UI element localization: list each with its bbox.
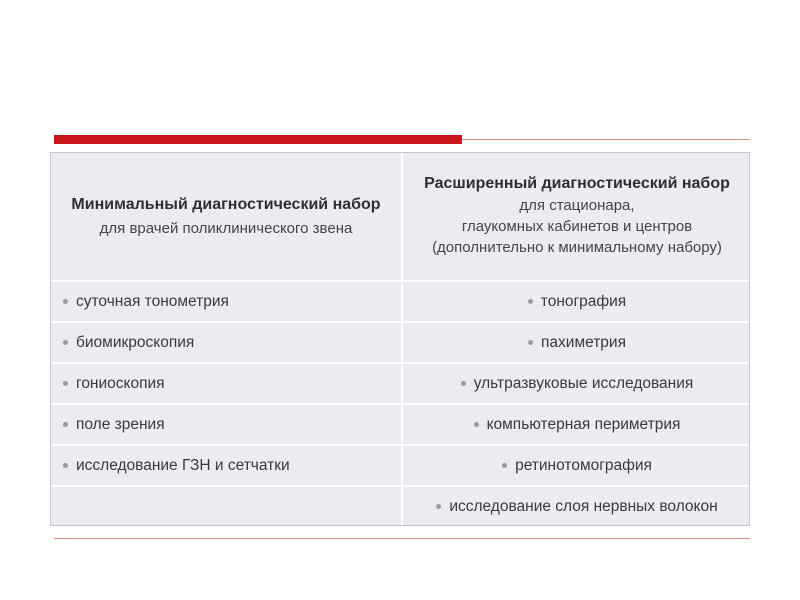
table-row [51, 444, 749, 485]
extended-item: пахиметрия [541, 333, 626, 351]
table-header [51, 153, 749, 280]
table-row [51, 321, 749, 362]
extended-cell [403, 446, 751, 485]
extended-item: исследование слоя нервных волокон [449, 497, 718, 515]
top-rule [462, 139, 750, 140]
table-row [51, 485, 749, 526]
header-minimal-title: Минимальный диагностический набор [71, 196, 381, 213]
minimal-item: биомикроскопия [76, 333, 195, 351]
header-minimal-subtitle: для врачей поликлинического звена [99, 220, 353, 237]
header-extended-subtitle-line: для стационара, [519, 197, 635, 214]
bullet-icon [528, 340, 533, 345]
header-extended-subtitle-line: (дополнительно к минимальному набору) [432, 239, 722, 256]
bottom-rule [54, 538, 750, 539]
extended-item: ультразвуковые исследования [473, 374, 694, 392]
header-minimal [51, 153, 401, 280]
minimal-item: поле зрения [76, 415, 165, 433]
minimal-cell-empty [51, 487, 401, 526]
minimal-item: суточная тонометрия [76, 292, 229, 310]
minimal-item: гониоскопия [76, 374, 165, 392]
accent-bar [54, 135, 462, 144]
bullet-icon [63, 422, 68, 427]
extended-cell [403, 405, 751, 444]
extended-item: ретинотомография [515, 456, 652, 474]
bullet-icon [63, 340, 68, 345]
extended-item: тонография [540, 292, 627, 310]
bullet-icon [63, 463, 68, 468]
extended-cell [403, 487, 751, 526]
header-extended-title: Расширенный диагностический набор [424, 175, 730, 192]
bullet-icon [474, 422, 479, 427]
diagnostic-table [50, 152, 750, 526]
table-row [51, 403, 749, 444]
bullet-icon [528, 299, 533, 304]
extended-item: компьютерная периметрия [486, 415, 681, 433]
bullet-icon [502, 463, 507, 468]
extended-cell [403, 282, 751, 321]
bullet-icon [436, 504, 441, 509]
bullet-icon [461, 381, 466, 386]
minimal-cell [51, 282, 401, 321]
bullet-icon [63, 299, 68, 304]
header-extended-subtitle-line: глаукомных кабинетов и центров [461, 218, 693, 235]
extended-cell [403, 323, 751, 362]
minimal-cell [51, 446, 401, 485]
table-row [51, 280, 749, 321]
table-row [51, 362, 749, 403]
minimal-item: исследование ГЗН и сетчатки [76, 456, 290, 474]
header-extended [403, 153, 751, 280]
minimal-cell [51, 405, 401, 444]
minimal-cell [51, 364, 401, 403]
extended-cell [403, 364, 751, 403]
bullet-icon [63, 381, 68, 386]
minimal-cell [51, 323, 401, 362]
